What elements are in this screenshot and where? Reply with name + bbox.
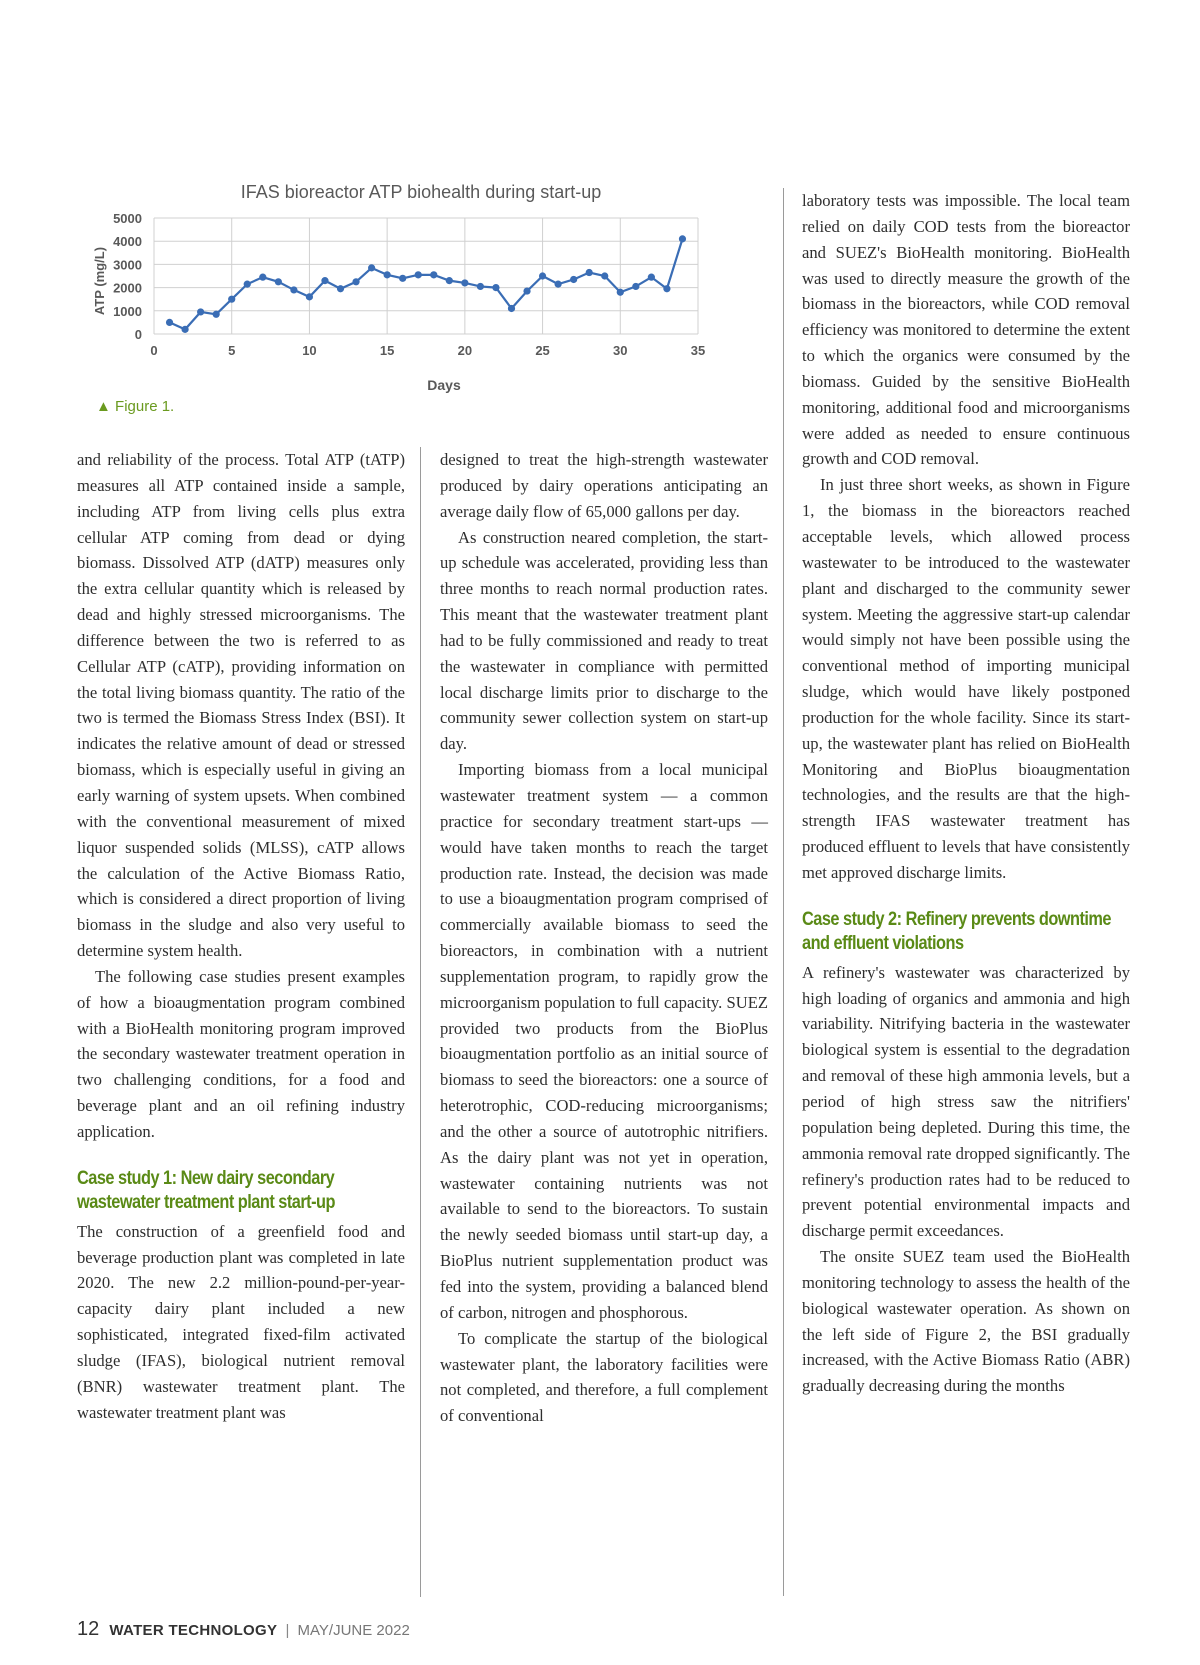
case-study-2-heading: Case study 2: Refinery prevents downtime and effluent violations bbox=[802, 908, 1111, 954]
data-point bbox=[430, 271, 437, 278]
chart-title: IFAS bioreactor ATP biohealth during start-up bbox=[240, 182, 602, 202]
triangle-marker-icon: ▲ bbox=[96, 398, 111, 415]
data-point bbox=[663, 285, 670, 292]
x-tick-label: 35 bbox=[690, 343, 706, 358]
x-tick-label: 25 bbox=[535, 343, 550, 358]
data-point bbox=[384, 271, 391, 278]
data-point bbox=[306, 293, 313, 300]
article-column-2 bbox=[440, 447, 768, 1429]
paragraph: In just three short weeks, as shown in Figure 1, the biomass in the bioreactors reached acceptable levels, which allowed process wastewater to be introduced to the wastewater plant and discharged to the community sewer system. Meeting the aggressive start-up calendar would simply not have been possible using the conventional method of importing municipal sludge, which would have likely postponed production for the whole facility. Since its start-up, the wastewater plant has relied on BioHealth Monitoring and BioPlus bioaugmentation technologies, and the results are that the high-strength IFAS wastewater treatment has produced effluent to levels that have consistently met approved discharge limits. bbox=[802, 475, 1130, 882]
data-point bbox=[368, 264, 375, 271]
data-point bbox=[259, 274, 266, 281]
y-tick-label: 1000 bbox=[113, 303, 142, 319]
data-point bbox=[321, 277, 328, 284]
data-point bbox=[523, 287, 530, 294]
x-tick-label: 5 bbox=[228, 343, 236, 358]
data-point bbox=[415, 271, 422, 278]
y-tick-labels bbox=[113, 211, 142, 342]
y-tick-label: 4000 bbox=[113, 234, 142, 250]
paragraph: As construction neared completion, the start-up schedule was accelerated, providing less than three months to reach normal production rates. This meant that the wastewater treatment plant had to be fully commissioned and ready to treat the wastewater in compliance with permitted local discharge limits prior to discharge to the community sewer collection system on start-up day. bbox=[440, 527, 768, 754]
x-tick-label: 15 bbox=[379, 343, 395, 358]
paragraph: A refinery's wastewater was characterized by high loading of organics and ammonia and high variability. Nitrifying bacteria in the wastewater biological system is essential to the degradation and removal of these high ammonia levels, but a period of high stress saw the nitrifiers' population being depleted. During this time, the ammonia removal rate dropped significantly. The refinery's production rates had to be reduced to prevent potential environmental impacts and discharge permit exceedances. bbox=[802, 962, 1130, 1241]
data-point bbox=[632, 283, 639, 290]
atp-series-points bbox=[166, 235, 686, 333]
y-tick-label: 2000 bbox=[113, 280, 142, 296]
data-point bbox=[492, 284, 499, 291]
data-point bbox=[275, 278, 282, 285]
x-tick-labels bbox=[150, 343, 705, 358]
paragraph: designed to treat the high-strength wastewater produced by dairy operations anticipating an average daily flow of 65,000 gallons per day. bbox=[440, 450, 768, 521]
column-divider bbox=[783, 188, 784, 1596]
data-point bbox=[477, 283, 484, 290]
data-point bbox=[213, 311, 220, 318]
data-point bbox=[508, 305, 515, 312]
y-axis-label: ATP (mg/L) bbox=[92, 246, 107, 316]
data-point bbox=[166, 319, 173, 326]
paragraph: Importing biomass from a local municipal wastewater treatment system — a common practice for secondary treatment start-ups — would have taken months to reach the target production rate. Instead, the decision was made to use a bioaugmentation program comprised of commercially available biomass to seed the bioreactors, in combination with a nutrient supplementation program, to rapidly grow the microorganism population to full capacity. SUEZ provided two products from the BioPlus bioaugmentation portfolio as an initial source of biomass to seed the bioreactors: one a source of heterotrophic, COD-reducing microorganisms; and the other a source of autotrophic nitrifiers. As the dairy plant was not yet in operation, wastewater containing nutrients was not available to send to the bioreactors. To sustain the newly seeded biomass until start-up day, a BioPlus nutrient supplementation product was fed into the system, providing a balanced blend of carbon, nitrogen and phosphorous. bbox=[440, 760, 768, 1322]
data-point bbox=[617, 289, 624, 296]
issue-date: MAY/JUNE 2022 bbox=[297, 1622, 410, 1639]
data-point bbox=[586, 269, 593, 276]
paragraph: The onsite SUEZ team used the BioHealth monitoring technology to assess the health of the biological wastewater operation. As shown on the left side of Figure 2, the BSI gradually increased, with the Active Biomass Ratio (ABR) gradually decreasing during the months bbox=[802, 1247, 1130, 1396]
data-point bbox=[244, 281, 251, 288]
paragraph: To complicate the startup of the biological wastewater plant, the laboratory facilities were not completed, and therefore, a full complement of conventional bbox=[440, 1328, 768, 1426]
paragraph: The construction of a greenfield food and beverage production plant was completed in late 2020. The new 2.2 million-pound-per-year-capacity dairy plant included a new sophisticated, integrated fixed-film activated sludge (IFAS), biological nutrient removal (BNR) wastewater treatment plant. The wastewater treatment plant was bbox=[77, 1221, 405, 1422]
x-tick-label: 30 bbox=[613, 343, 628, 358]
page-number: 12 bbox=[77, 1618, 100, 1640]
x-tick-label: 0 bbox=[150, 343, 158, 358]
column-divider bbox=[420, 447, 421, 1597]
data-point bbox=[337, 285, 344, 292]
data-point bbox=[555, 281, 562, 288]
data-point bbox=[290, 286, 297, 293]
data-point bbox=[648, 274, 655, 281]
magazine-name: WATER TECHNOLOGY bbox=[109, 1622, 278, 1639]
footer-separator: | bbox=[285, 1622, 290, 1639]
x-axis-label: Days bbox=[427, 377, 461, 393]
atp-chart bbox=[76, 178, 756, 398]
page-footer bbox=[77, 1618, 410, 1641]
paragraph: The following case studies present examples of how a bioaugmentation program combined with a BioHealth monitoring program improved the secondary wastewater treatment operation in two challenging conditions, for a food and beverage plant and an oil refining industry application. bbox=[77, 966, 405, 1141]
paragraph: and reliability of the process. Total ATP (tATP) measures all ATP contained inside a sample, including ATP from living cells plus extra cellular ATP coming from dead or dying biomass. Dissolved ATP (dATP) measures only the extra cellular quantity which is released by dead and highly stressed microorganisms. The difference between the two is referred to as Cellular ATP (cATP), providing information on the total living biomass quantity. The ratio of the two is termed the Biomass Stress Index (BSI). It indicates the relative amount of dead or stressed biomass, which is especially useful in giving an early warning of system upsets. When combined with the conventional measurement of mixed liquor suspended solids (MLSS), cATP allows the calculation of the Active Biomass Ratio, which is considered a direct proportion of living biomass in the sludge and also very useful to determine system health. bbox=[77, 450, 405, 961]
paragraph: laboratory tests was impossible. The local team relied on daily COD tests from the bioreactor and SUEZ's BioHealth monitoring. BioHealth was used to directly measure the growth of the biomass in the bioreactors, while COD removal efficiency was monitored to determine the extent to which the organics were consumed by the biomass. Guided by the sensitive BioHealth monitoring, additional food and microorganisms were added as needed to ensure continuous growth and COD removal. bbox=[802, 191, 1130, 469]
data-point bbox=[601, 272, 608, 279]
data-point bbox=[679, 235, 686, 242]
data-point bbox=[570, 276, 577, 283]
article-column-3 bbox=[802, 188, 1130, 1399]
y-tick-label: 3000 bbox=[113, 257, 142, 273]
data-point bbox=[181, 326, 188, 333]
data-point bbox=[461, 279, 468, 286]
figure-caption bbox=[96, 398, 174, 415]
chart-grid bbox=[154, 218, 698, 334]
y-tick-label: 5000 bbox=[113, 211, 142, 226]
data-point bbox=[539, 272, 546, 279]
figure-caption-text: Figure 1. bbox=[115, 398, 175, 415]
data-point bbox=[399, 275, 406, 282]
data-point bbox=[446, 277, 453, 284]
x-tick-label: 20 bbox=[457, 343, 473, 358]
data-point bbox=[352, 278, 359, 285]
x-tick-label: 10 bbox=[302, 343, 317, 358]
article-column-1 bbox=[77, 447, 405, 1426]
figure-1 bbox=[76, 178, 756, 428]
data-point bbox=[197, 308, 204, 315]
y-tick-label: 0 bbox=[134, 327, 142, 342]
data-point bbox=[228, 296, 235, 303]
case-study-1-heading: Case study 1: New dairy secondary wastewater treatment plant start-up bbox=[77, 1167, 335, 1213]
